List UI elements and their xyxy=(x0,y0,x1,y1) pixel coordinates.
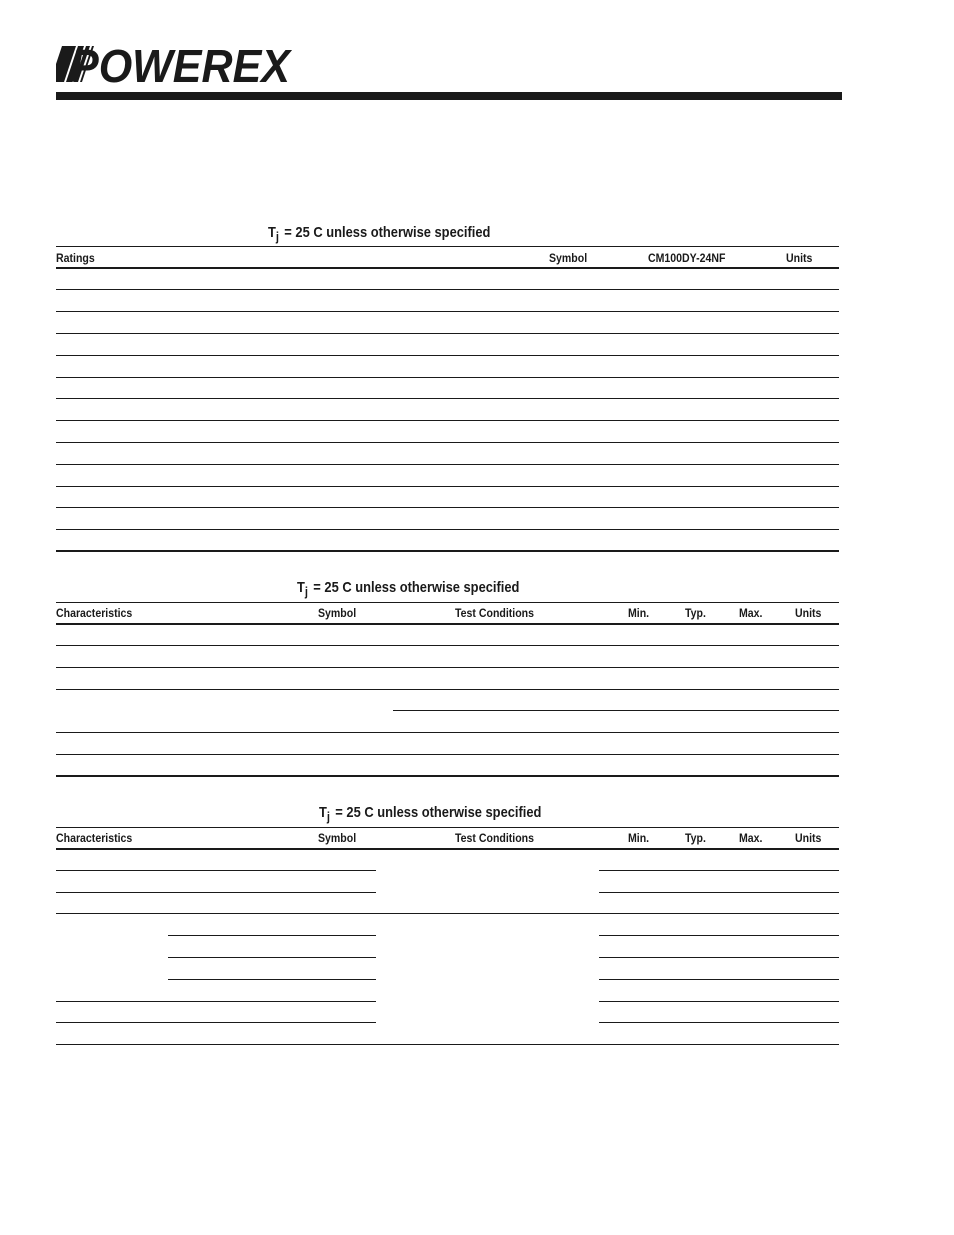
logo-text: POWEREX xyxy=(70,42,292,86)
table-row xyxy=(56,398,839,399)
table-row xyxy=(599,935,839,936)
table-row xyxy=(56,645,839,646)
table2-col-test-conditions: Test Conditions xyxy=(455,606,535,620)
table-row xyxy=(56,486,839,487)
table3-col-units: Units xyxy=(795,831,822,845)
table-row xyxy=(599,1001,839,1002)
table3-col-min: Min. xyxy=(628,831,650,845)
table3-col-typ: Typ. xyxy=(685,831,706,845)
table3-top-rule xyxy=(56,827,839,828)
table3-condition: Tj = 25 C unless otherwise specified xyxy=(319,804,542,824)
table2-top-rule xyxy=(56,602,839,603)
table-row xyxy=(56,1022,376,1023)
table-row xyxy=(56,442,839,443)
table-row xyxy=(56,1001,376,1002)
table-row xyxy=(56,507,839,508)
table2-col-symbol: Symbol xyxy=(318,606,357,620)
table2-header-rule xyxy=(56,623,839,625)
table-row xyxy=(56,377,839,378)
table3-col-test-conditions: Test Conditions xyxy=(455,831,535,845)
table1-bottom-rule xyxy=(56,550,839,552)
table3-bottom-rule xyxy=(56,1044,839,1045)
table-row xyxy=(56,311,839,312)
table-row xyxy=(56,529,839,530)
table1-header-rule xyxy=(56,267,839,269)
table-row xyxy=(56,420,839,421)
table1-col-symbol: Symbol xyxy=(549,251,588,265)
table-row xyxy=(599,1022,839,1023)
header-rule xyxy=(56,92,842,100)
table-row xyxy=(56,289,839,290)
table-row xyxy=(168,979,376,980)
table2-col-min: Min. xyxy=(628,606,650,620)
table1-col-ratings: Ratings xyxy=(56,251,95,265)
table-row xyxy=(56,870,376,871)
table-row xyxy=(599,957,839,958)
table-row xyxy=(393,710,839,711)
table-row xyxy=(56,689,839,690)
table3-header-rule xyxy=(56,848,839,850)
table1-top-rule xyxy=(56,246,839,247)
table-row xyxy=(56,892,376,893)
table1-col-model: CM100DY-24NF xyxy=(648,251,726,265)
table-row xyxy=(56,355,839,356)
table3-col-symbol: Symbol xyxy=(318,831,357,845)
table-row xyxy=(56,913,839,914)
table-row xyxy=(168,957,376,958)
table-row xyxy=(599,979,839,980)
table-row xyxy=(56,667,839,668)
table-row xyxy=(168,935,376,936)
table2-col-units: Units xyxy=(795,606,822,620)
table2-condition: Tj = 25 C unless otherwise specified xyxy=(297,579,520,599)
table2-col-max: Max. xyxy=(739,606,763,620)
table-row xyxy=(599,870,839,871)
table2-bottom-rule xyxy=(56,775,839,777)
table-row xyxy=(56,732,839,733)
table-row xyxy=(56,464,839,465)
table-row xyxy=(599,892,839,893)
table3-col-characteristics: Characteristics xyxy=(56,831,133,845)
table1-col-units: Units xyxy=(786,251,813,265)
table-row xyxy=(56,333,839,334)
table1-condition: Tj = 25 C unless otherwise specified xyxy=(268,224,491,244)
table2-col-characteristics: Characteristics xyxy=(56,606,133,620)
table-row xyxy=(56,754,839,755)
powerex-logo xyxy=(56,42,292,86)
table3-col-max: Max. xyxy=(739,831,763,845)
table2-col-typ: Typ. xyxy=(685,606,706,620)
